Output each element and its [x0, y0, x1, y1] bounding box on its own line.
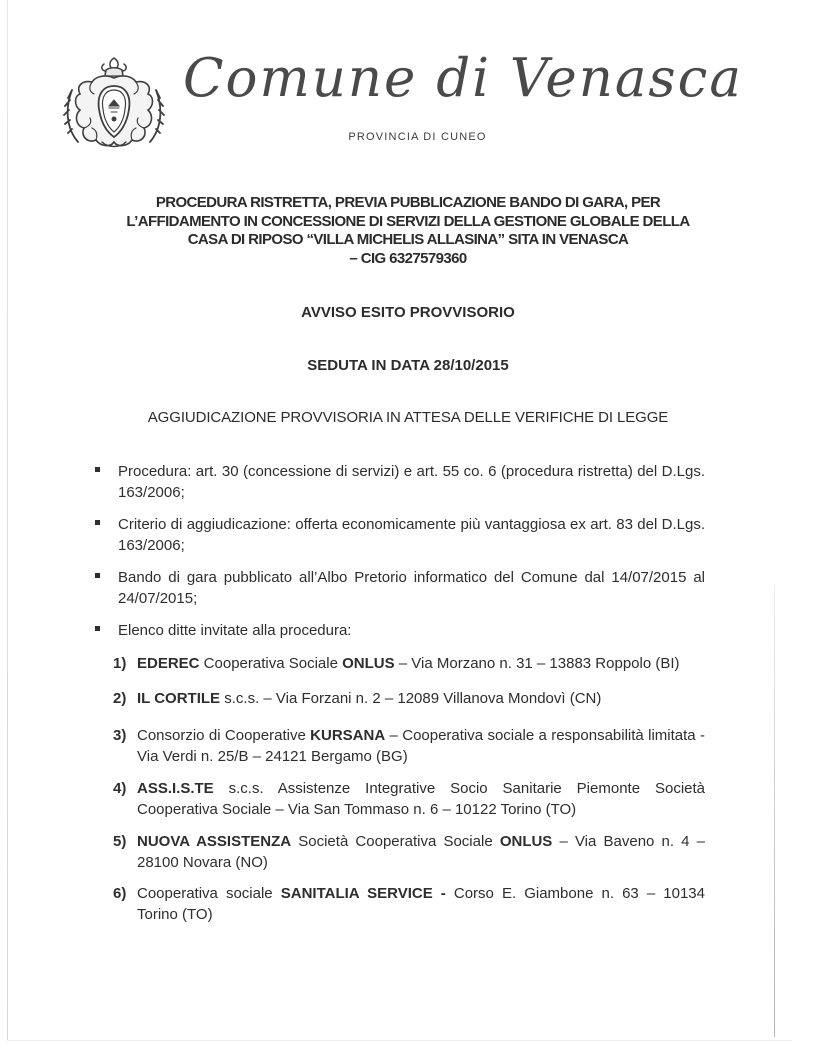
document-title — [70, 194, 746, 268]
municipality-name: Comune di Venasca — [183, 48, 743, 109]
bullet-text: Criterio di aggiudicazione: offerta economicamente più vantaggiosa ex art. 83 del D.Lgs. 163/2006; — [118, 516, 705, 554]
province-label: PROVINCIA DI CUNEO — [348, 131, 487, 143]
company-text: ASS.I.S.TE s.c.s. Assistenze Integrative Socio Sanitarie Piemonte Società Cooperativa Sociale – Via San Tommaso n. 6 – 10122 Torino (TO) — [137, 780, 705, 818]
company-number: 1) — [113, 655, 127, 672]
bullet-item-procedura — [95, 461, 705, 503]
award-heading: AGGIUDICAZIONE PROVVISORIA IN ATTESA DELLE VERIFICHE DI LEGGE — [147, 409, 669, 426]
company-number: 4) — [113, 780, 127, 797]
bullet-item-criterio — [95, 514, 705, 556]
company-text: NUOVA ASSISTENZA Società Cooperativa Sociale ONLUS – Via Baveno n. 4 – 28100 Novara (NO) — [137, 833, 706, 871]
company-item — [113, 725, 705, 767]
bullet-square-icon — [95, 467, 100, 472]
session-heading: SEDUTA IN DATA 28/10/2015 — [307, 357, 509, 374]
bullet-text: Procedura: art. 30 (concessione di servizi) e art. 55 co. 6 (procedura ristretta) del D.Lgs. 163/2006; — [118, 463, 705, 501]
document-title-line: L’AFFIDAMENTO IN CONCESSIONE DI SERVIZI DELLA GESTIONE GLOBALE DELLA — [126, 212, 690, 230]
company-number: 2) — [113, 690, 127, 707]
page-edge-right — [774, 585, 775, 1037]
company-item — [113, 778, 705, 820]
company-text: Cooperativa sociale SANITALIA SERVICE - Corso E. Giambone n. 63 – 10134 Torino (TO) — [137, 885, 705, 923]
company-item — [113, 688, 705, 709]
bullet-item-bando — [95, 567, 705, 609]
company-number: 3) — [113, 727, 127, 744]
page-edge-bottom — [7, 1040, 792, 1041]
document-title-line: – CIG 6327579360 — [349, 249, 467, 267]
company-item — [113, 831, 705, 873]
notice-heading: AVVISO ESITO PROVVISORIO — [301, 304, 515, 321]
page-edge-left — [7, 0, 8, 1040]
company-text: IL CORTILE s.c.s. – Via Forzani n. 2 – 12089 Villanova Mondovì (CN) — [137, 690, 602, 707]
bullet-text: Bando di gara pubblicato all’Albo Pretorio informatico del Comune dal 14/07/2015 al 24/07/2015; — [118, 569, 705, 607]
bullet-item-elenco — [95, 620, 705, 641]
company-number: 6) — [113, 885, 127, 902]
bullet-square-icon — [95, 573, 100, 578]
document-title-line: PROCEDURA RISTRETTA, PREVIA PUBBLICAZIONE BANDO DI GARA, PER — [155, 194, 661, 211]
document-title-line: CASA DI RIPOSO “VILLA MICHELIS ALLASINA” SITA IN VENASCA — [187, 231, 629, 248]
company-item — [113, 883, 705, 925]
municipal-coat-of-arms-icon — [62, 56, 166, 154]
bullet-square-icon — [95, 626, 100, 631]
company-text: EDEREC Cooperativa Sociale ONLUS – Via Morzano n. 31 – 13883 Roppolo (BI) — [137, 655, 680, 672]
company-item — [113, 653, 705, 674]
company-text: Consorzio di Cooperative KURSANA – Cooperativa sociale a responsabilità limitata - Via Verdi n. 25/B – 24121 Bergamo (BG) — [137, 727, 705, 765]
company-number: 5) — [113, 833, 127, 850]
bullet-text: Elenco ditte invitate alla procedura: — [118, 622, 352, 639]
bullet-square-icon — [95, 520, 100, 525]
